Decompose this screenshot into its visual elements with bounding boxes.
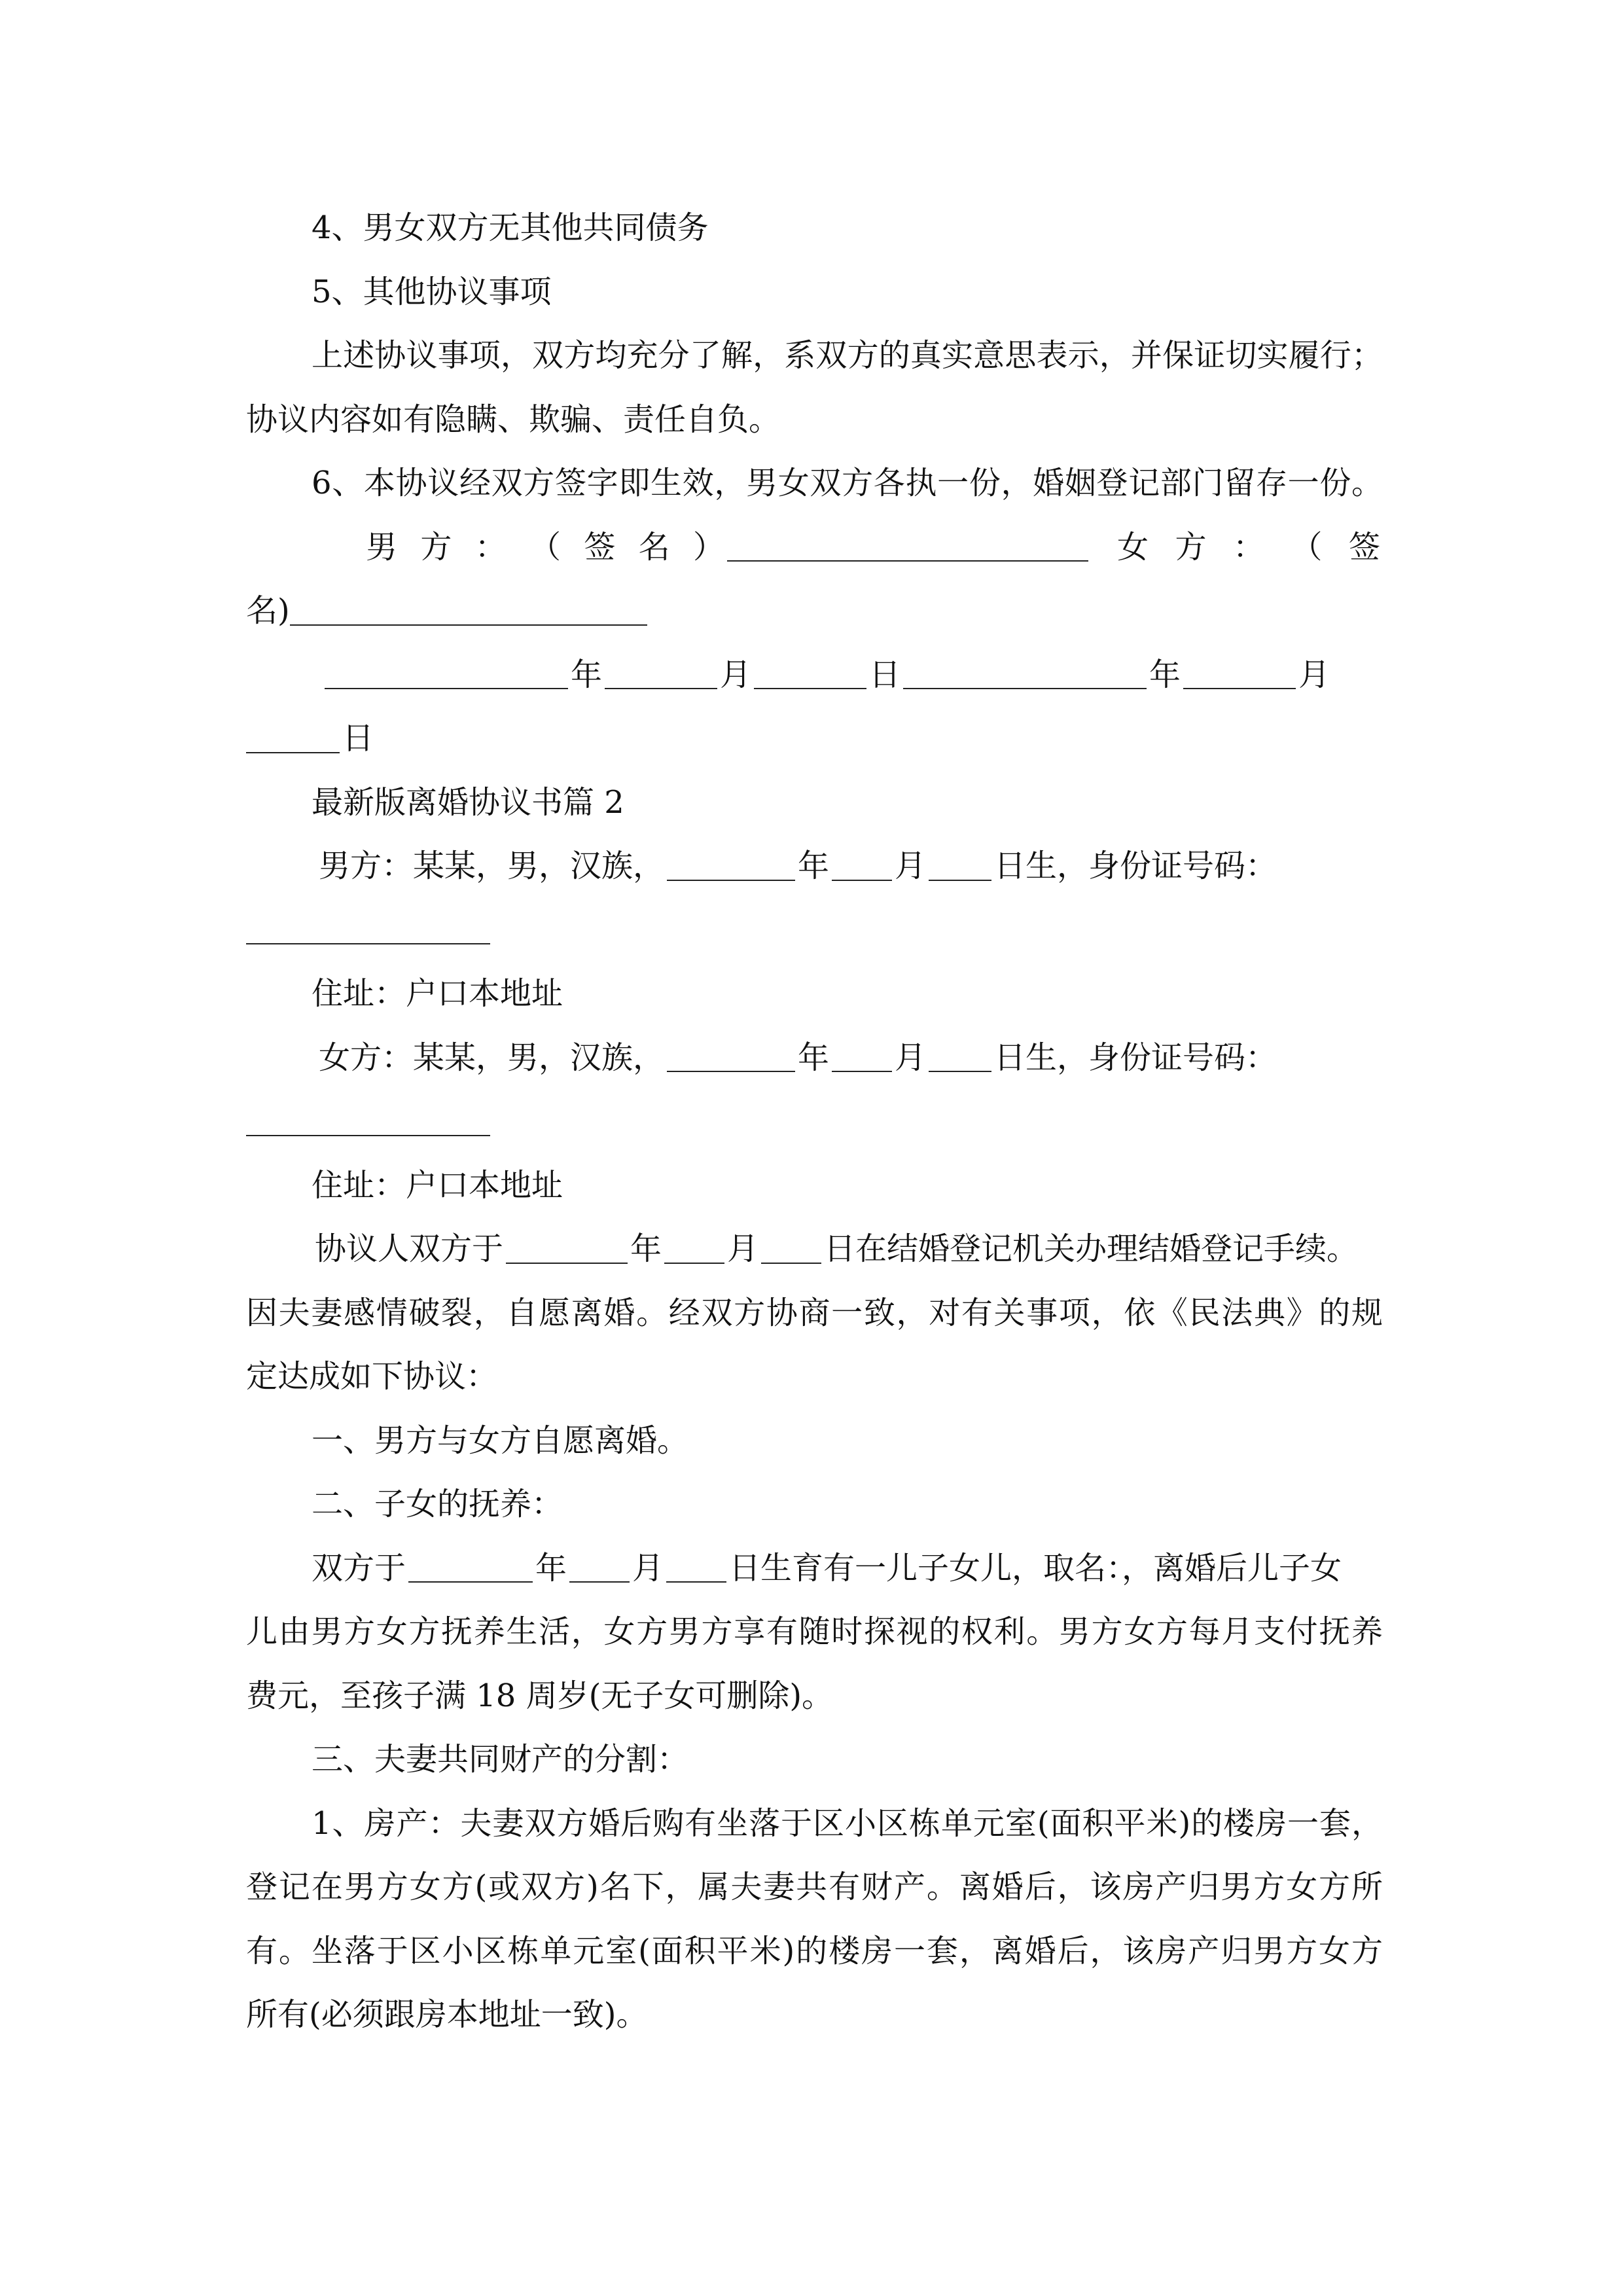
label: 协议人双方于 [315, 1230, 504, 1267]
label: 月 [632, 1549, 664, 1587]
marriage-line [246, 1217, 1383, 1282]
paragraph-line: 1、房产：夫妻双方婚后购有坐落于区小区栋单元室(面积平米)的楼房一套， [312, 1804, 1383, 1842]
paragraph-line: 儿由男方女方抚养生活，女方男方享有随时探视的权利。男方女方每月支付抚养 [246, 1613, 1383, 1650]
paragraph-line: 费元，至孩子满 18 周岁(无子女可删除)。 [246, 1677, 834, 1714]
char: ） [692, 528, 724, 565]
label: 年 [798, 848, 830, 884]
label: 月 [895, 1039, 927, 1076]
child-line [246, 1537, 1383, 1601]
label: 双方于 [312, 1549, 406, 1587]
male-id-blank[interactable] [246, 924, 490, 944]
char: 方 [1175, 528, 1207, 565]
label: 年 [630, 1230, 662, 1267]
article-1: 一、男方与女方自愿离婚。 [312, 1422, 689, 1459]
label: 日生，身份证号码： [994, 848, 1277, 884]
female-signature-label [1117, 516, 1380, 580]
paragraph-line: 有。坐落于区小区栋单元室(面积平米)的楼房一套，离婚后，该房产归男方女方 [246, 1932, 1383, 1969]
article-2: 二、子女的抚养： [312, 1486, 563, 1522]
label: 年 [798, 1039, 830, 1076]
male-address: 住址：户口本地址 [312, 975, 563, 1012]
child-month-blank[interactable] [569, 1562, 630, 1583]
paragraph-line: 登记在男方女方(或双方)名下，属夫妻共有财产。离婚后，该房产归男方女方所 [246, 1869, 1383, 1905]
char: ： [474, 528, 507, 565]
label: 女方：某某，男，汉族， [319, 1039, 665, 1076]
label: 月 [1298, 656, 1330, 693]
date-blank[interactable] [754, 668, 866, 689]
child-day-blank[interactable] [666, 1562, 726, 1583]
char: ： [1232, 528, 1264, 565]
female-address: 住址：户口本地址 [312, 1166, 563, 1204]
birth-year-blank[interactable] [667, 1051, 795, 1072]
birth-month-blank[interactable] [832, 860, 892, 881]
label: 年 [535, 1549, 567, 1587]
label: 月 [895, 848, 927, 884]
label: 日生育有一儿子女儿，取名：，离婚后儿子女 [729, 1549, 1342, 1587]
female-signature-blank[interactable] [290, 605, 647, 626]
char: 男 [366, 528, 398, 565]
article-3: 三、夫妻共同财产的分割： [312, 1741, 689, 1778]
label: 年 [1149, 656, 1181, 693]
char: 女 [1117, 528, 1149, 565]
female-info-line [246, 1026, 1383, 1090]
clause-6: 6、本协议经双方签字即生效，男女双方各执一份，婚姻登记部门留存一份。 [312, 465, 1383, 501]
id-line [246, 899, 1383, 963]
label: 名) [246, 592, 290, 629]
label: 日 [342, 720, 374, 757]
char: （ [529, 528, 561, 565]
label: 男方：某某，男，汉族， [319, 848, 665, 884]
date-blank[interactable] [605, 668, 717, 689]
paragraph-line: 因夫妻感情破裂，自愿离婚。经双方协商一致，对有关事项，依《民法典》的规 [246, 1294, 1383, 1331]
label: 月 [720, 656, 752, 693]
char: 签 [1348, 528, 1380, 565]
paragraph-line: 定达成如下协议： [246, 1358, 498, 1395]
male-signature-blank[interactable] [727, 541, 1088, 562]
char: 方 [420, 528, 452, 565]
paragraph-line: 上述协议事项，双方均充分了解，系双方的真实意思表示，并保证切实履行； [312, 337, 1383, 374]
document-page [246, 196, 1383, 2047]
section-title: 最新版离婚协议书篇 2 [312, 783, 624, 821]
marriage-month-blank[interactable] [664, 1243, 724, 1264]
char: 名 [638, 528, 670, 565]
marriage-day-blank[interactable] [761, 1243, 821, 1264]
female-id-blank[interactable] [246, 1115, 490, 1136]
male-info-line [246, 834, 1383, 899]
date-line [246, 643, 1383, 708]
char: （ [1291, 528, 1323, 565]
paragraph-line: 协议内容如有隐瞒、欺骗、责任自负。 [246, 401, 781, 438]
male-signature-label [366, 516, 724, 580]
birth-day-blank[interactable] [929, 1051, 991, 1072]
date-blank[interactable] [1183, 668, 1296, 689]
signature-line-cont [246, 579, 1383, 643]
date-blank[interactable] [246, 732, 340, 753]
clause-4: 4、男女双方无其他共同债务 [312, 209, 709, 246]
date-line-cont [246, 707, 1383, 771]
clause-5: 5、其他协议事项 [312, 273, 552, 310]
label: 日 [869, 656, 901, 693]
birth-day-blank[interactable] [929, 860, 991, 881]
signature-line [246, 516, 1383, 580]
char: 签 [584, 528, 616, 565]
label: 月 [727, 1230, 759, 1267]
birth-year-blank[interactable] [667, 860, 795, 881]
id-line [246, 1090, 1383, 1154]
paragraph-line: 所有(必须跟房本地址一致)。 [246, 1996, 648, 2033]
child-year-blank[interactable] [408, 1562, 533, 1583]
date-blank[interactable] [325, 668, 568, 689]
birth-month-blank[interactable] [832, 1051, 892, 1072]
label: 日生，身份证号码： [994, 1039, 1277, 1076]
label: 日在结婚登记机关办理结婚登记手续。 [824, 1230, 1359, 1267]
marriage-year-blank[interactable] [506, 1243, 628, 1264]
label: 年 [571, 656, 603, 693]
date-blank[interactable] [903, 668, 1147, 689]
